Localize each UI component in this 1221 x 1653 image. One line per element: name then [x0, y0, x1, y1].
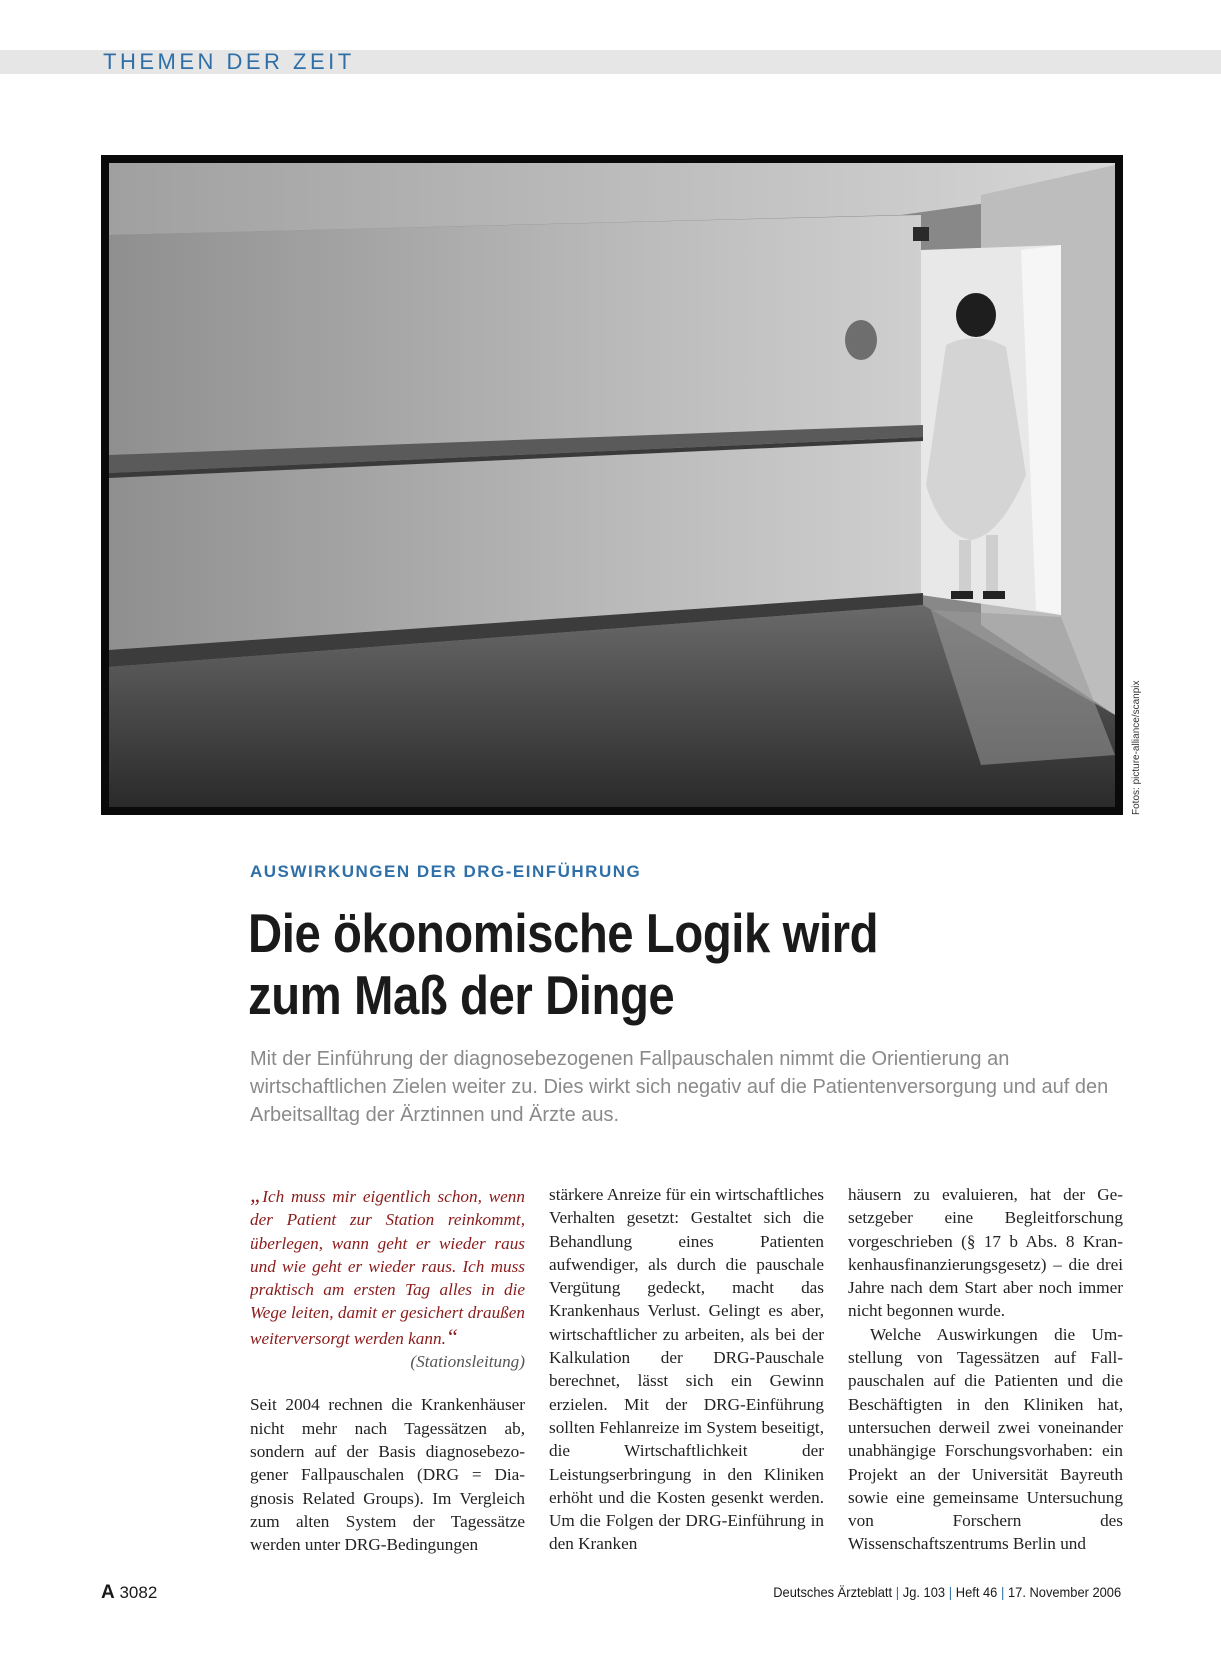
- section-label: THEMEN DER ZEIT: [103, 49, 355, 74]
- pull-quote: [250, 1183, 525, 1373]
- journal-name: Deutsches Ärzteblatt: [773, 1584, 892, 1600]
- headline-line-1: Die ökonomische Logik wird: [248, 902, 879, 964]
- body-paragraph: stärkere Anreize für ein wirtschaftliches Verhalten gesetzt: Gestaltet sich die Behandlung eines Patienten aufwendiger, als durch die pauschale Vergütung gedeckt, macht das Krankenhaus Verlust. Gelingt es aber, wirtschaftlicher zu arbeiten, als bei der Kalkulation der DRG-Pauschale berechnet, lässt sich ein Gewinn erzielen. Mit der DRG-Einführung sollten Fehlanreize im System beseitigt, die Wirtschaftlichkeit der Leistungserbringung in den Kliniken erhöht und die Kosten gesenkt werden. Um die Folgen der DRG-Einführung in den Kranken: [549, 1185, 824, 1554]
- photo-credit: Fotos: picture-alliance/scanpix: [1131, 680, 1142, 815]
- headline-line-2: zum Maß der Dinge: [248, 964, 675, 1026]
- pull-quote-text: [250, 1183, 525, 1350]
- quote-open-mark: „: [250, 1183, 263, 1207]
- journal-volume: Jg. 103: [902, 1584, 945, 1600]
- quote-close-mark: “: [445, 1323, 459, 1349]
- article-headline: [248, 902, 1022, 1026]
- column-1: [250, 1183, 525, 1556]
- page-number: [101, 1582, 157, 1604]
- body-paragraph: Seit 2004 rechnen die Krankenhäuser nicht mehr nach Tagessätzen ab, sondern auf der Basis diagnosebezogener Fallpauschalen (DRG = Diagnosis Related Groups). Im Vergleich zum alten System der Tagessätze werden unter DRG-Bedingungen: [250, 1395, 525, 1555]
- page-number-value: 3082: [119, 1583, 158, 1602]
- article-photo: [101, 155, 1123, 815]
- quote-body: Ich muss mir eigentlich schon, wenn der Patient zur Station reinkommt, überlegen, wann geht er wieder raus und wie geht er wieder raus. Ich muss praktisch am ersten Tag alles in die Wege leiten, damit er gesichert draußen weiterversorgt werden kann.: [250, 1187, 525, 1348]
- journal-date: 17. November 2006: [1007, 1584, 1121, 1600]
- column-2: [549, 1183, 824, 1556]
- column-3: [848, 1183, 1123, 1556]
- journal-issue: Heft 46: [955, 1584, 998, 1600]
- body-paragraph: Welche Auswirkungen die Umstellung von Tagessätzen auf Fallpauschalen auf die Patienten und die Beschäftigten in den Kliniken hat, untersuchen derweil zwei voneinander unabhängige Forschungsvorhaben: ein Projekt an der Universität Bayreuth sowie eine gemeinsame Untersuchung von Forschern des Wissenschaftszentrums Berlin und: [848, 1324, 1123, 1554]
- quote-source: (Stationsleitung): [410, 1352, 525, 1372]
- page-prefix: A: [101, 1582, 115, 1603]
- article-kicker: AUSWIRKUNGEN DER DRG-EINFÜHRUNG: [250, 862, 642, 881]
- body-paragraph: häusern zu evaluieren, hat der Gesetzgeber eine Begleitforschung vorgeschrieben (§ 17 b Abs. 8 Krankenhausfinanzierungsgesetz) – die drei Jahre nach dem Start aber noch immer nicht begonnen wurde.: [848, 1185, 1123, 1321]
- hospital-corridor-photo: [101, 155, 1123, 815]
- article-lead: Mit der Einführung der diagnosebezogenen Fallpauschalen nimmt die Orientierung an wirtschaftlichen Zielen weiter zu. Dies wirkt sich negativ auf die Patientenversorgung und auf den Arbeitsalltag der Ärztinnen und Ärzte aus.: [250, 1048, 1109, 1126]
- journal-info: Deutsches Ärzteblatt | Jg. 103 | Heft 46 | 17. November 2006: [773, 1584, 1121, 1600]
